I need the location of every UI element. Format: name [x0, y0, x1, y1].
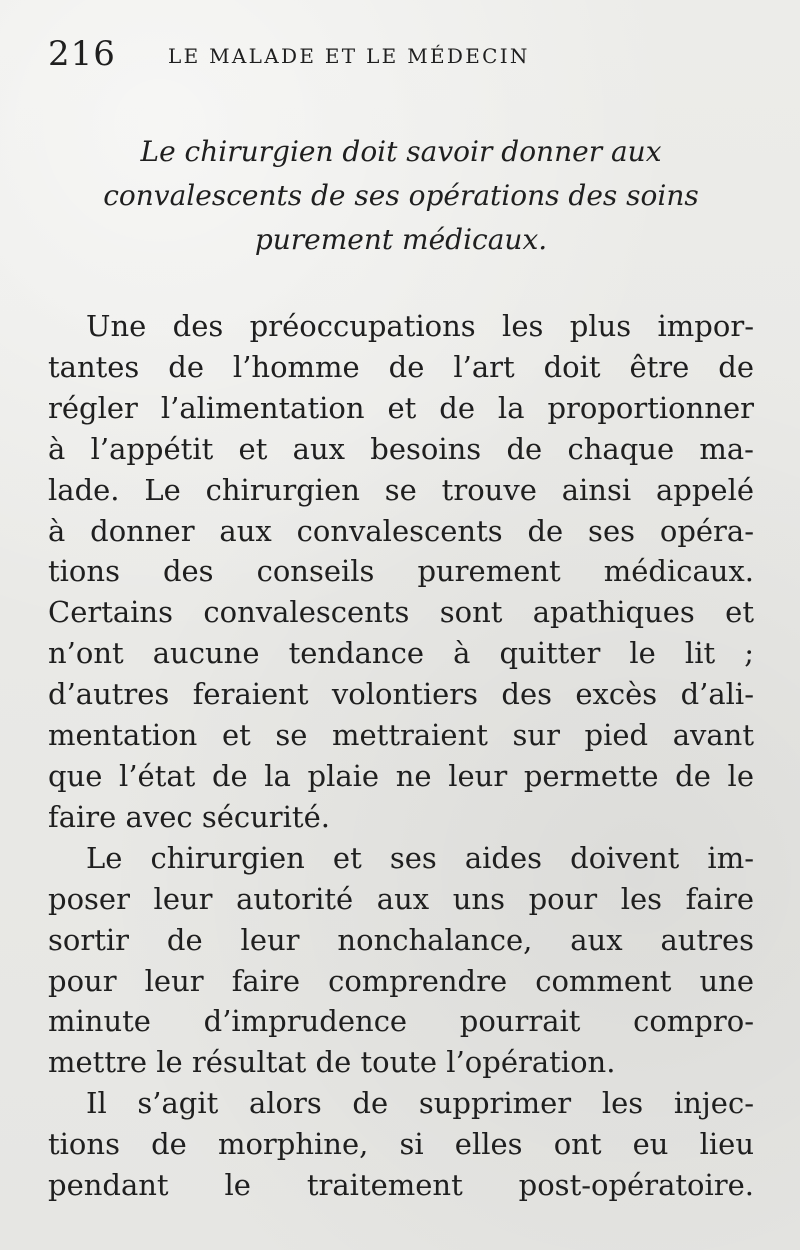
paragraph-line: tions des conseils purement médicaux.	[48, 554, 754, 589]
paragraph-line: minute d’imprudence pourrait compro-	[48, 1004, 754, 1039]
summary-line: Le chirurgien doit savoir donner aux	[140, 135, 662, 168]
paragraph-line: pour leur faire comprendre comment une	[48, 963, 754, 998]
paragraph-line: régler l’alimentation et de la proportionner	[48, 390, 754, 425]
paragraph-line: tions de morphine, si elles ont eu lieu	[48, 1127, 754, 1162]
paragraph-line: Le chirurgien et ses aides doivent im-	[86, 840, 754, 875]
chapter-summary	[91, 130, 711, 262]
paragraph-line: à l’appétit et aux besoins de chaque ma-	[48, 431, 754, 466]
paragraph-line: Une des préoccupations les plus impor-	[86, 309, 754, 343]
page-number: 216	[48, 34, 116, 74]
paragraph-line: sortir de leur nonchalance, aux autres	[48, 922, 754, 957]
paragraph-line: Il s’agit alors de supprimer les injec-	[86, 1086, 754, 1121]
summary-line: purement médicaux.	[254, 223, 548, 256]
body-text	[48, 306, 754, 1206]
running-title: LE MALADE ET LE MÉDECIN	[168, 44, 530, 68]
paragraph-line: que l’état de la plaie ne leur permette de le	[48, 758, 754, 793]
paragraph-line: poser leur autorité aux uns pour les faire	[48, 881, 754, 916]
running-head	[48, 34, 754, 86]
summary-line: convalescents de ses opérations des soins	[103, 179, 699, 212]
paragraph-line: Certains convalescents sont apathiques et	[48, 595, 754, 630]
paragraph-line: faire avec sécurité.	[48, 799, 330, 834]
paragraph-line: n’ont aucune tendance à quitter le lit ;	[48, 636, 754, 671]
paragraph-line: tantes de l’homme de l’art doit être de	[48, 349, 754, 384]
page-content	[48, 34, 754, 1206]
paragraph-line: pendant le traitement post-opératoire.	[48, 1168, 754, 1203]
paragraph-line: mentation et se mettraient sur pied avant	[48, 718, 754, 753]
paragraph-line: lade. Le chirurgien se trouve ainsi appelé	[48, 472, 754, 507]
paragraph-line: d’autres feraient volontiers des excès d’ali-	[48, 677, 754, 712]
paragraph-line: mettre le résultat de toute l’opération.	[48, 1045, 616, 1080]
paragraph-line: à donner aux convalescents de ses opéra-	[48, 513, 754, 548]
